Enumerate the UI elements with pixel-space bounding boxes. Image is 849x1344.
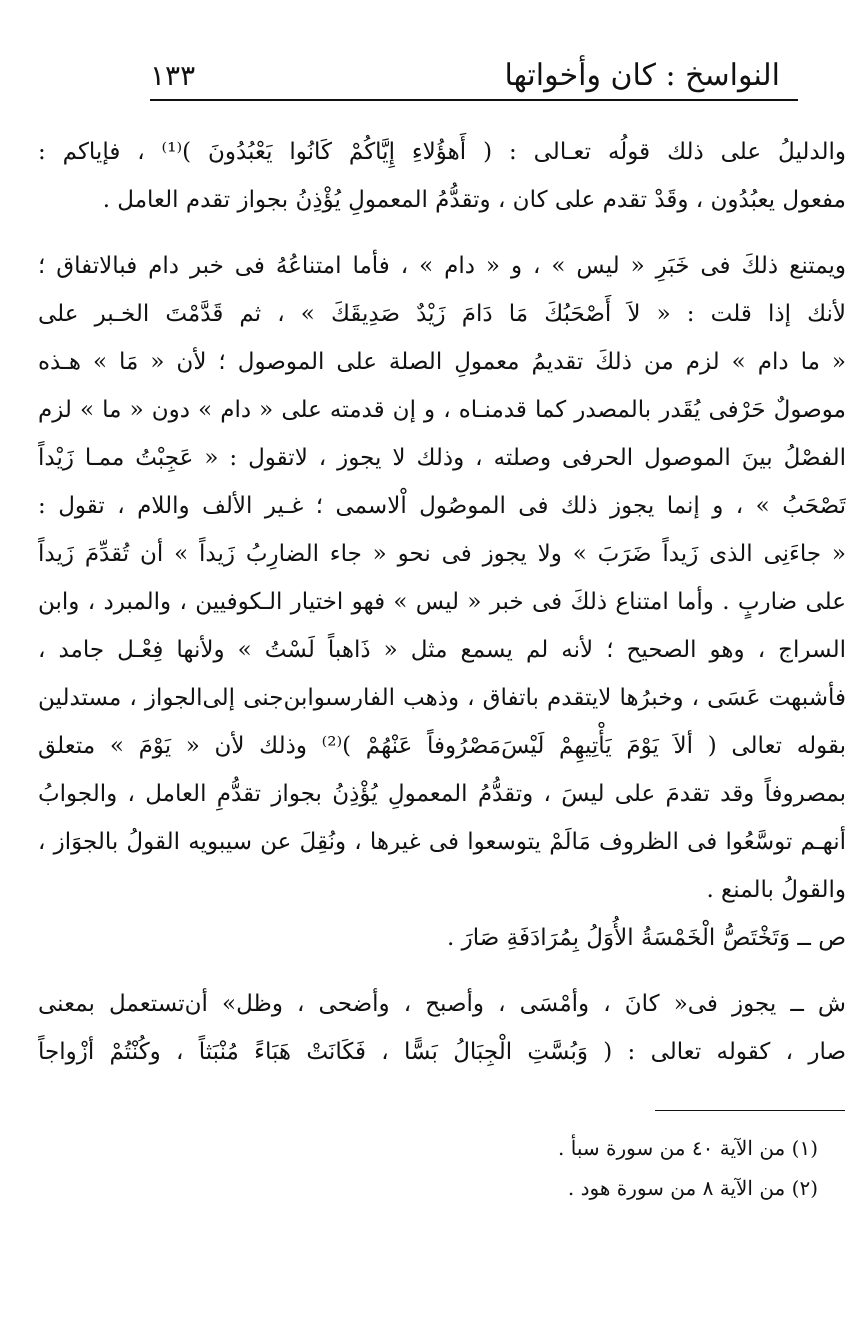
page-number: ١٣٣ xyxy=(150,58,196,92)
text-line: ويمتنع ذلكَ فى خَبَرِ « ليس » ، و « دام » ، فأما امتناعُهُ فى خبر دام فبالاتفاق ؛ xyxy=(38,253,846,279)
text-line: مفعول يعبُدُون ، وقَدْ تقدم على كان ، وتقدُّمُ المعمولِ يُؤْذِنُ بجواز تقدم العامل . xyxy=(102,187,846,213)
text-line: الفصْلُ بينَ الموصول الحرفى وصلته ، وذلك لا يجوز ، لاتقول : « عَجِبْتُ ممـا زَيْداً xyxy=(38,445,846,471)
text-line: والدليلُ على ذلك قولُه تعـالى : ( أَهؤُلاءِ إِيَّاكُمْ كَانُوا يَعْبُدُونَ )⁽¹⁾ ، فإياكم : xyxy=(38,139,846,165)
text-line: تَصْحَبُ » ، و إنما يجوز ذلك فى الموصُول اْلاسمى ؛ غـير الألف واللام ، تقول : xyxy=(38,493,846,519)
text-line: أنهـم توسَّعُوا فى الظروف مَالَمْ يتوسعوا فى غيرها ، ونُقِلَ عن سيبويه القولُ بالجوَاز ، xyxy=(38,829,846,855)
text-line: « ما دام » لزم من ذلكَ تقديمُ معمولِ الصلة على الموصول ؛ لأن « مَا » هـذه xyxy=(38,349,846,375)
footnote: (٢) من الآية ٨ من سورة هود . xyxy=(567,1176,818,1200)
text-line: على ضاربٍ . وأما امتناع ذلكَ فى خبر « ليس » فهو اختيار الـكوفيين ، والمبرد ، وابن xyxy=(38,589,846,615)
text-line: « جاءَنِى الذى زَيداً ضَرَبَ » ولا يجوز فى نحو « جاء الضارِبُ زَيداً » أن تُقدِّمَ زَيداً xyxy=(38,541,846,567)
main-text xyxy=(38,128,846,1076)
text-line: والقولُ بالمنع . xyxy=(706,877,846,903)
sharh-line: صار ، كقوله تعالى : ( وَبُسَّتِ الْجِبَالُ بَسًّا ، فَكَانَتْ هَبَاءً مُنْبَثاً ، وكُنْتُمْ أزْواجاً xyxy=(38,1039,846,1065)
header-rule xyxy=(150,99,798,101)
sharh-line: ش ــ يجوز فى« كانَ ، وأمْسَى ، وأصبح ، وأضحى ، وظل» أن‌تستعمل بمعنى xyxy=(38,991,846,1017)
text-line: لأنك إذا قلت : « لاَ أَصْحَبُكَ مَا دَامَ زَيْدٌ صَدِيقَكَ » ، ثم قَدَّمْتَ الخـبر على xyxy=(38,301,846,327)
text-line: فأشبهت عَسَى ، وخبرُها لايتقدم باتفاق ، وذهب الفارسىوابن‌جنى إلى‌الجواز ، مستدلين xyxy=(38,685,846,711)
footnote-rule xyxy=(655,1110,845,1111)
text-line: بقوله تعالى ( ألاَ يَوْمَ يَأْتِيهِمْ لَيْسَ‌مَصْرُوفاً عَنْهُمْ )⁽²⁾ وذلك لأن « يَوْمَ » متعلق xyxy=(38,733,846,759)
text-line: موصولٌ حَرْفى يُقَدر بالمصدر كما قدمنـاه ، و إن قدمته على « دام » دون « ما » لزم xyxy=(38,397,846,423)
text-line: بمصروفاً وقد تقدمَ على ليسَ ، وتقدُّمُ المعمولِ يُؤْذِنُ بجواز تقدُّمِ العامل ، والجوابُ xyxy=(38,781,846,807)
footnotes xyxy=(300,1128,818,1208)
running-header xyxy=(150,52,780,98)
text-line: السراج ، وهو الصحيح ؛ لأنه لم يسمع مثل « ذَاهباً لَسْتُ » ولأنها فِعْـل جامد ، xyxy=(38,637,846,663)
chapter-title: النواسخ : كان وأخواتها xyxy=(504,57,780,93)
matn-line: ص ــ وَتَخْتَصُّ الْخَمْسَةُ الأُوَلُ بِمُرَادَفَةِ صَارَ . xyxy=(447,925,846,951)
footnote: (١) من الآية ٤٠ من سورة سبأ . xyxy=(558,1136,818,1160)
